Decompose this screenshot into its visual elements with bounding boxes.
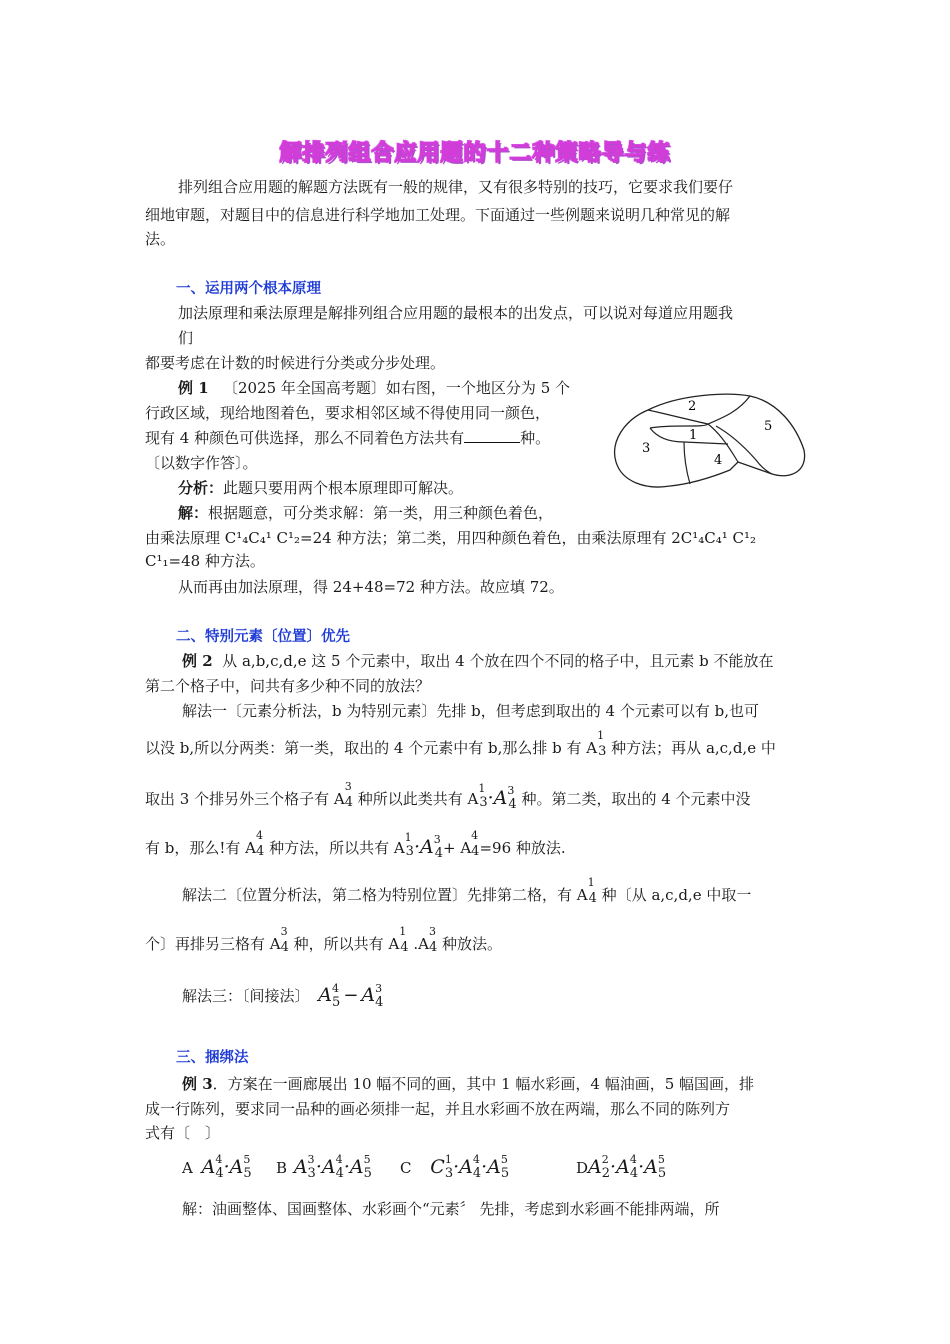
method-2-line-1: 解法二〔位置分析法，第二格为特别位置〕先排第二格，有 $A^14$ 种〔从 a,c,d,e 中取一 <box>182 876 752 906</box>
map-border-2 <box>648 396 750 424</box>
method-1-line-2: 以没 b,所以分两类：第一类，取出的 4 个元素中有 b,那么排 b 有 $A^13$ 种方法；再从 a,c,d,e 中 <box>145 729 776 759</box>
example-1-line-4: 〔以数字作答〕。 <box>145 454 258 472</box>
s1-paragraph-line-3: 都要考虑在计数的时候进行分类或分步处理。 <box>145 354 446 372</box>
map-border-3-4 <box>684 442 690 484</box>
example-3-label: 例 3 <box>182 1075 213 1093</box>
method-1-line-1: 解法一〔元素分析法，b 为特别元素〕先排 b，但考虑到取出的 4 个元素可以有 b,也可 <box>182 702 759 720</box>
s1-paragraph-line-1: 加法原理和乘法原理是解排列组合应用题的最根本的出发点，可以说对每道应用题我 <box>178 304 734 322</box>
answer-blank <box>464 428 520 443</box>
region-map-diagram <box>610 390 806 494</box>
choice-d: $DA^22\cdot A^44\cdot A^55$ <box>576 1153 667 1181</box>
page-title: 解排列组合应用题的十二种策略导与练 <box>279 141 671 166</box>
solution-1-line-1: 解：根据题意，可分类求解：第一类，用三种颜色着色， <box>178 504 554 522</box>
example-2-line-2: 第二个格子中，问共有多少种不同的放法？ <box>145 677 431 695</box>
region-label-1: 1 <box>689 428 698 443</box>
method-1-line-3: 取出 3 个排另外三个格子有 $A^34$ 种所以此类共有 $A^13\cdot A^34$ 种。第二类，取出的 4 个元素中没 <box>145 780 751 812</box>
analysis-label: 分析： <box>178 479 224 497</box>
example-1-label: 例 1 <box>178 379 209 397</box>
method-1-line-4: 有 b，那么!有 $A^44$ 种方法，所以共有 $A^13\cdot A^34+ A^44=96$ 种放法. <box>145 829 566 861</box>
solution-1-line-2: 由乘法原理 C¹₄C₄¹ C¹₂=24 种方法；第二类，用四种颜色着色，由乘法原理有 2C¹₄C₄¹ C¹₂ <box>145 529 757 547</box>
region-label-5: 5 <box>764 419 773 434</box>
intro-line-1: 排列组合应用题的解题方法既有一般的规律，又有很多特别的技巧，它要求我们要仔 <box>178 178 734 196</box>
choice-b: B $A^33\cdot A^44\cdot A^55$ <box>276 1153 372 1181</box>
example-2-label: 例 2 <box>182 652 213 670</box>
choice-a: A $A^44\cdot A^55$ <box>182 1153 252 1181</box>
example-3-line-3: 式有〔 〕 <box>145 1124 221 1142</box>
intro-line-3: 法。 <box>145 230 176 248</box>
example-1-line-1: 例 1 〔2025 年全国高考题〕如右图，一个地区分为 5 个 <box>178 379 571 397</box>
region-label-2: 2 <box>688 399 697 414</box>
section-2-heading: 二、特别元素〔位置〕优先 <box>176 629 350 645</box>
method-2-line-2: 个〕再排另三格有 $A^34$ 种，所以共有 $A^14$ $.A^34$ 种放法。 <box>145 925 503 955</box>
method-3-line: 解法三：〔间接法〕 $A^45 - A^34$ <box>182 982 384 1010</box>
example-1-line-2: 行政区域，现给地图着色，要求相邻区域不得使用同一颜色， <box>145 404 551 422</box>
section-3-heading: 三、捆绑法 <box>176 1050 249 1066</box>
region-label-3: 3 <box>642 441 651 456</box>
example-1-line-3: 现有 4 种颜色可供选择，那么不同着色方法共有 种。 <box>145 429 551 447</box>
s1-paragraph-line-2: 们 <box>178 329 194 347</box>
example-3-line-2: 成一行陈列，要求同一品种的画必须排一起，并且水彩画不放在两端，那么不同的陈列方 <box>145 1100 731 1118</box>
analysis-line: 分析：此题只要用两个根本原理即可解决。 <box>178 479 464 497</box>
solution-1-line-3: C¹₁=48 种方法。 <box>145 552 265 570</box>
example-2-line-1: 例 2 从 a,b,c,d,e 这 5 个元素中，取出 4 个放在四个不同的格子中，且元素 b 不能放在 <box>182 652 774 670</box>
region-label-4: 4 <box>714 453 723 468</box>
solution-3-line-1: 解：油画整体、国画整体、水彩画个“元素〞 先排，考虑到水彩画不能排两端，所 <box>182 1200 720 1218</box>
solution-1-line-4: 从而再由加法原理，得 24+48=72 种方法。故应填 72。 <box>178 578 564 596</box>
intro-line-2: 细地审题，对题目中的信息进行科学地加工处理。下面通过一些例题来说明几种常见的解 <box>145 206 731 224</box>
solution-label: 解： <box>178 504 209 522</box>
example-3-line-1: 例 3．方案在一画廊展出 10 幅不同的画，其中 1 幅水彩画，4 幅油画，5 幅国画，排 <box>182 1075 755 1093</box>
choice-c: C $C^13\cdot A^44\cdot A^55$ <box>400 1153 510 1181</box>
section-1-heading: 一、运用两个根本原理 <box>176 281 321 297</box>
